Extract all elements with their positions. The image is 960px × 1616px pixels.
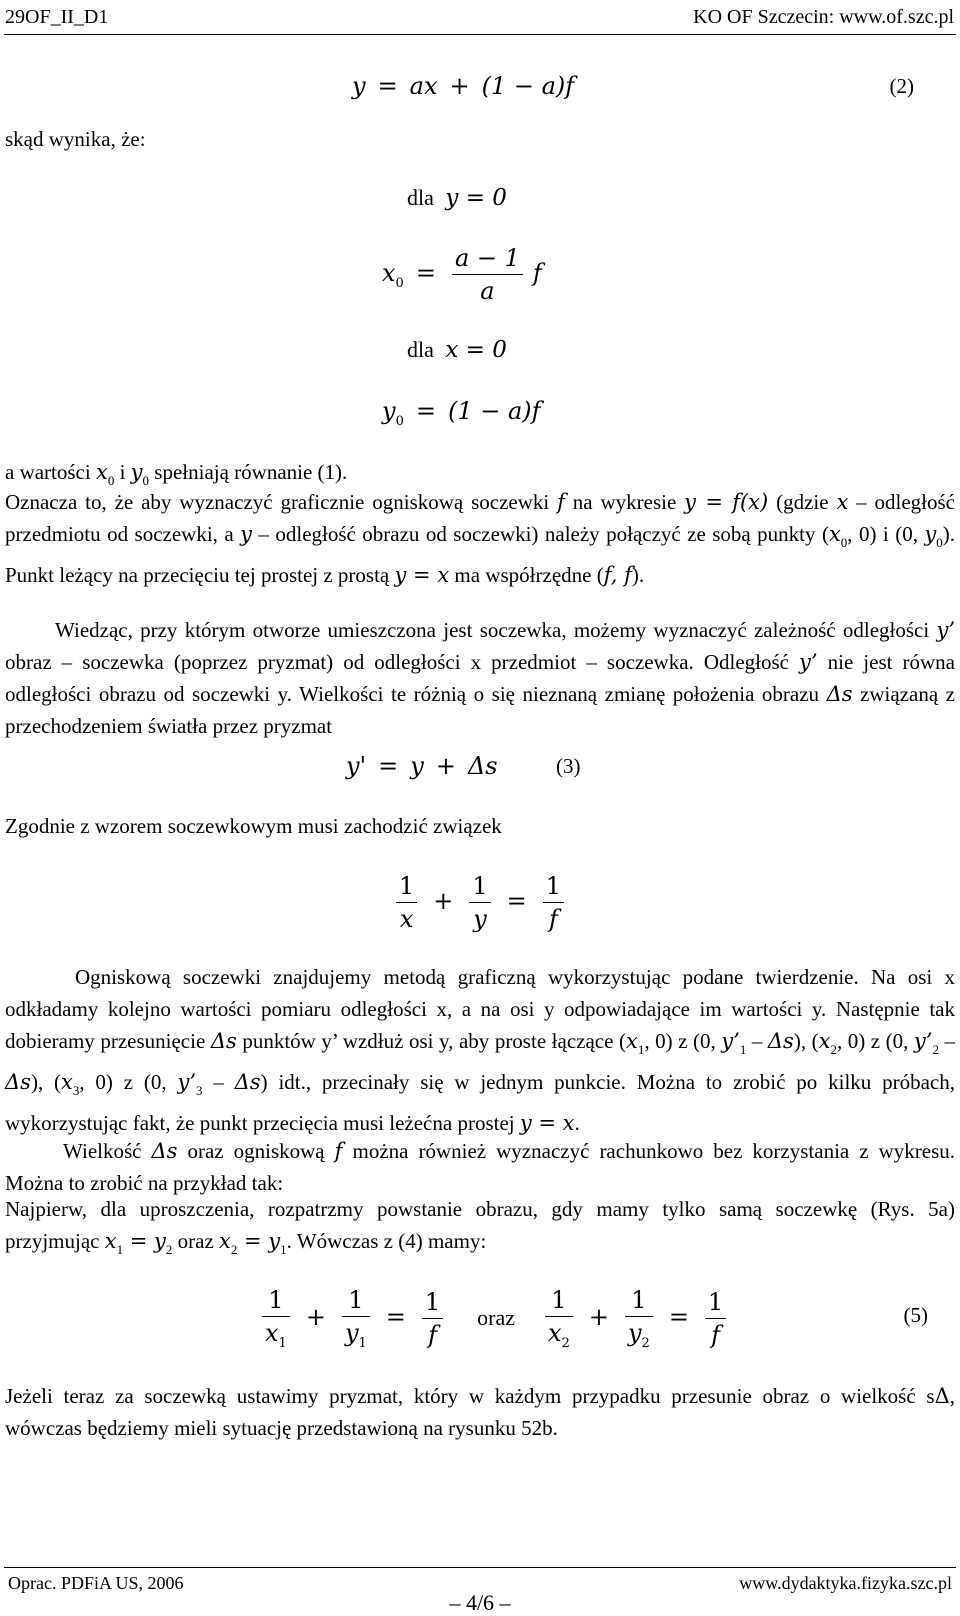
p5-t3: można również wyznaczyć rachunkowo bez korzystania z wykresu. Można to zrobić na przykład tak: (5, 1139, 956, 1195)
eq5-b-n: 1 (342, 1286, 370, 1317)
p2-t4: – odległość przedmiotu od soczewki, a (5, 490, 956, 546)
paragraph-computation (5, 1135, 955, 1199)
dla-y-zero (407, 185, 507, 211)
eq5-d-d: x (548, 1319, 562, 1347)
eq5-plus-1: + (305, 1303, 326, 1331)
p5-ds: Δs (151, 1139, 178, 1163)
lens-frac-x (396, 872, 417, 933)
p7-t1: Jeżeli teraz za soczewką ustawimy pryzmat, który w każdym przypadku przesunie obraz o wielkość s (5, 1384, 935, 1408)
header-left: 29OF_II_D1 (5, 6, 109, 28)
p2-t3: (gdzie (768, 490, 837, 514)
eq5-frac-b (342, 1286, 370, 1351)
p2-x1: x (836, 490, 849, 514)
equation-3-number: (3) (556, 754, 581, 778)
x0-eq: = (415, 259, 436, 287)
p4-t7: – (938, 1029, 956, 1053)
eq3-plus: + (435, 752, 456, 780)
header-rule (4, 34, 956, 35)
lens-n2: 1 (469, 872, 490, 903)
eq5-f-d: f (711, 1321, 720, 1349)
p4-y2: y’ (913, 1029, 933, 1053)
eq5-frac-e (625, 1286, 653, 1351)
p3-yp1: y’ (936, 618, 955, 642)
p6-m1b: = y (123, 1229, 166, 1253)
eq5-e-d: y (627, 1319, 642, 1347)
p4-ds3: Δs (5, 1070, 31, 1094)
lens-n1: 1 (396, 872, 417, 903)
p3-yp2: y’ (799, 650, 818, 674)
zgodnie-text: Zgodnie z wzorem soczewkowym musi zachodzić związek (5, 814, 502, 838)
equation-3 (346, 752, 498, 780)
eq5-c-n: 1 (422, 1288, 443, 1319)
eq5-frac-a (262, 1286, 290, 1351)
eq5-b-den (342, 1317, 370, 1351)
lens-eq: = (506, 887, 527, 915)
p2-t1: Oznacza to, że aby wyznaczyć graficznie ogniskową soczewki (5, 490, 558, 514)
dla1-text: dla (407, 185, 434, 210)
eq5-d-n: 1 (545, 1286, 573, 1317)
lens-equation (392, 872, 568, 933)
p2-m2: y = x (394, 563, 450, 587)
p6-m1bs: 2 (165, 1242, 173, 1257)
eq5-frac-d (545, 1286, 573, 1351)
p1-x0: x (95, 460, 108, 484)
p1-x0sub: 0 (107, 473, 115, 488)
eq2-rest: (1 − a)f (481, 72, 575, 100)
p3-t2: obraz – soczewka (poprzez pryzmat) od odległości x przedmiot – soczewka. Odległość (5, 650, 800, 674)
equation-5-number: (5) (903, 1303, 928, 1327)
p1-t1: a wartości (5, 460, 96, 484)
eq2-y: y (352, 72, 366, 100)
eq5-a-den (262, 1317, 290, 1351)
lens-d2: y (473, 905, 487, 933)
eq3-lhs: y' (346, 752, 367, 780)
p4-y1: y’ (721, 1029, 740, 1053)
eq3-eq: = (378, 752, 399, 780)
p4-x2s: 2 (830, 1042, 837, 1057)
y0-rhs: (1 − a)f (447, 397, 541, 425)
p2-t7: ). Punkt leżący na przecięciu tej prostej z prostą (5, 522, 956, 587)
equation-2 (352, 72, 574, 100)
x0-lhs: x (382, 259, 396, 287)
lens-frac-f (543, 872, 564, 933)
eq3-ds: Δs (467, 752, 498, 780)
p5-t1: Wielkość (63, 1139, 152, 1163)
p4-y3s: 3 (196, 1083, 203, 1098)
eq5-eq-1: = (385, 1303, 406, 1331)
p4-x3: x (61, 1070, 73, 1094)
lens-frac-y (469, 872, 490, 933)
p3-t1: Wiedząc, przy którym otworze umieszczona jest soczewka, możemy wyznaczyć zależność odległości (55, 618, 937, 642)
p2-t8: ma współrzędne ( (449, 563, 604, 587)
p2-f1: f (557, 490, 565, 514)
p1-y0: y (130, 460, 143, 484)
eq5-d-den (545, 1317, 573, 1351)
p4-x1s: 1 (637, 1042, 645, 1057)
dla1-math: y = 0 (445, 185, 507, 211)
header-right: KO OF Szczecin: www.of.szc.pl (693, 6, 954, 28)
eq5-plus-2: + (588, 1303, 609, 1331)
eq5-f-n: 1 (705, 1288, 726, 1319)
dla2-math: x = 0 (445, 337, 507, 363)
p4-y2s: 2 (932, 1042, 939, 1057)
p6-t2: oraz (172, 1229, 220, 1253)
p2-y0: y (924, 522, 937, 546)
p4-t1: Ogniskową soczewki znajdujemy metodą graficzną wykorzystując podane twierdzenie. Na osi x odkładamy kolejno wartości pomiaru odległości x, a na osi y odpowiadające im wartości y. Następnie tak dobieramy przesunięcie (5, 965, 955, 1053)
x0-denominator: a (480, 277, 495, 305)
p2-t6: , 0) i (0, (847, 522, 925, 546)
p4-ds1: Δs (210, 1029, 237, 1053)
eq5-e-den (625, 1317, 653, 1351)
p6-t3: . Wówczas z (4) mamy: (286, 1229, 487, 1253)
p4-ds4: Δs (234, 1070, 261, 1094)
p4-m: y = x (519, 1111, 575, 1135)
p4-x3s: 3 (72, 1083, 80, 1098)
paragraph-graphical-method (5, 486, 955, 591)
p2-y0sub: 0 (936, 535, 943, 550)
eq5-c-d: f (428, 1321, 437, 1349)
eq5-eq-2: = (668, 1303, 689, 1331)
p4-t5: ), ( (793, 1029, 819, 1053)
lens-d1: x (399, 905, 414, 933)
paragraph-prism (5, 614, 955, 742)
p1-y0sub: 0 (142, 473, 150, 488)
p3-ds: Δs (826, 682, 853, 706)
p6-m2: x (219, 1229, 231, 1253)
p4-t12: . (574, 1111, 580, 1135)
p4-t8: ), ( (30, 1070, 62, 1094)
p4-t4: – (746, 1029, 768, 1053)
x0-fraction (452, 244, 523, 305)
p4-y1s: 1 (739, 1042, 747, 1057)
p5-t2: oraz ogniskową (177, 1139, 335, 1163)
footer-right: www.dydaktyka.fizyka.szc.pl (739, 1573, 952, 1593)
lens-d3: f (548, 905, 558, 933)
p1-t3: spełniają równanie (1). (149, 460, 348, 484)
eq5-frac-f (705, 1288, 726, 1349)
dla-x-zero (407, 337, 507, 363)
eq5-e-n: 1 (625, 1286, 653, 1317)
paragraph-values (5, 460, 347, 489)
p4-t2: punktów y’ wzdłuż osi y, aby proste łączące ( (236, 1029, 626, 1053)
p4-t3: , 0) z (0, (644, 1029, 722, 1053)
p4-t6: , 0) z (0, (836, 1029, 914, 1053)
equation-5 (258, 1286, 730, 1351)
x0-f: f (532, 259, 542, 287)
eq5-a-n: 1 (262, 1286, 290, 1317)
equation-x0 (382, 244, 542, 305)
y0-eq: = (415, 397, 436, 425)
equation-y0 (382, 397, 541, 429)
lens-n3: 1 (543, 872, 564, 903)
p7-t2: , wówczas będziemy mieli sytuację przedstawioną na rysunku 52b. (5, 1384, 955, 1440)
paragraph-procedure (5, 961, 955, 1139)
eq5-e-ds: 2 (641, 1336, 650, 1351)
eq5-b-d: y (344, 1319, 359, 1347)
x0-numerator: a − 1 (452, 244, 523, 275)
p6-m2b: = y (237, 1229, 281, 1253)
p6-m2s: 2 (230, 1242, 238, 1257)
eq2-ax: ax (409, 72, 438, 100)
paragraph-prism-shift (5, 1380, 955, 1444)
eq5-oraz: oraz (477, 1305, 516, 1330)
p3-t3: nie jest równa odległości obrazu od soczewki y. Wielkości te różnią o się nieznaną zmianę położenia obrazu (5, 650, 955, 706)
paragraph-first (5, 1193, 955, 1266)
eq5-frac-c (422, 1288, 443, 1349)
p4-t9: , 0) z (0, (79, 1070, 178, 1094)
skad-text: skąd wynika, że: (5, 127, 146, 151)
p1-t2: i (114, 460, 131, 484)
p2-x0sub: 0 (840, 535, 848, 550)
p2-m1: y = f(x) (684, 490, 769, 514)
p4-x1: x (625, 1029, 638, 1053)
p2-t9: ). (631, 563, 645, 587)
eq5-a-ds: 1 (278, 1336, 287, 1351)
p2-x0: x (828, 522, 841, 546)
p4-x2: x (818, 1029, 831, 1053)
p3-t4: związaną z przechodzeniem światła przez pryzmat (5, 682, 955, 738)
eq2-eq: = (377, 72, 398, 100)
dla2-text: dla (407, 337, 434, 362)
p2-t2: na wykresie (564, 490, 685, 514)
footer-left: Oprac. PDFiA US, 2006 (8, 1573, 184, 1593)
p2-m3: f, f (603, 563, 632, 587)
p4-t11: ) idt., przecinały się w jednym punkcie. Można to zrobić po kilku próbach, wykorzystując fakt, że punkt przecięcia musi leżećna prostej (5, 1070, 955, 1135)
p7-delta: Δ (934, 1384, 950, 1408)
eq3-y: y (410, 752, 424, 780)
eq5-d-ds: 2 (561, 1336, 570, 1351)
p2-y1: y (240, 522, 252, 546)
p5-f: f (334, 1139, 343, 1163)
page-number: – 4/6 – (449, 1590, 511, 1615)
footer-rule (4, 1567, 956, 1568)
eq5-b-ds: 1 (358, 1336, 367, 1351)
y0-sub: 0 (395, 414, 404, 429)
p4-ds2: Δs (767, 1029, 794, 1053)
p4-y3: y’ (177, 1070, 197, 1094)
eq2-plus: + (449, 72, 470, 100)
p6-m1: x (104, 1229, 117, 1253)
p6-t1: Najpierw, dla uproszczenia, rozpatrzmy powstanie obrazu, gdy mamy tylko samą soczewkę (Rys. 5a) przyjmując (5, 1197, 955, 1253)
p6-m1s: 1 (116, 1242, 124, 1257)
x0-sub: 0 (395, 276, 404, 291)
lens-plus: + (433, 887, 454, 915)
p6-m2bs: 1 (280, 1242, 287, 1257)
y0-lhs: y (382, 397, 396, 425)
p2-t5: – odległość obrazu od soczewki) należy połączyć ze sobą punkty ( (251, 522, 829, 546)
equation-2-number: (2) (889, 74, 914, 98)
eq5-a-d: x (265, 1319, 279, 1347)
p4-t10: – (202, 1070, 235, 1094)
